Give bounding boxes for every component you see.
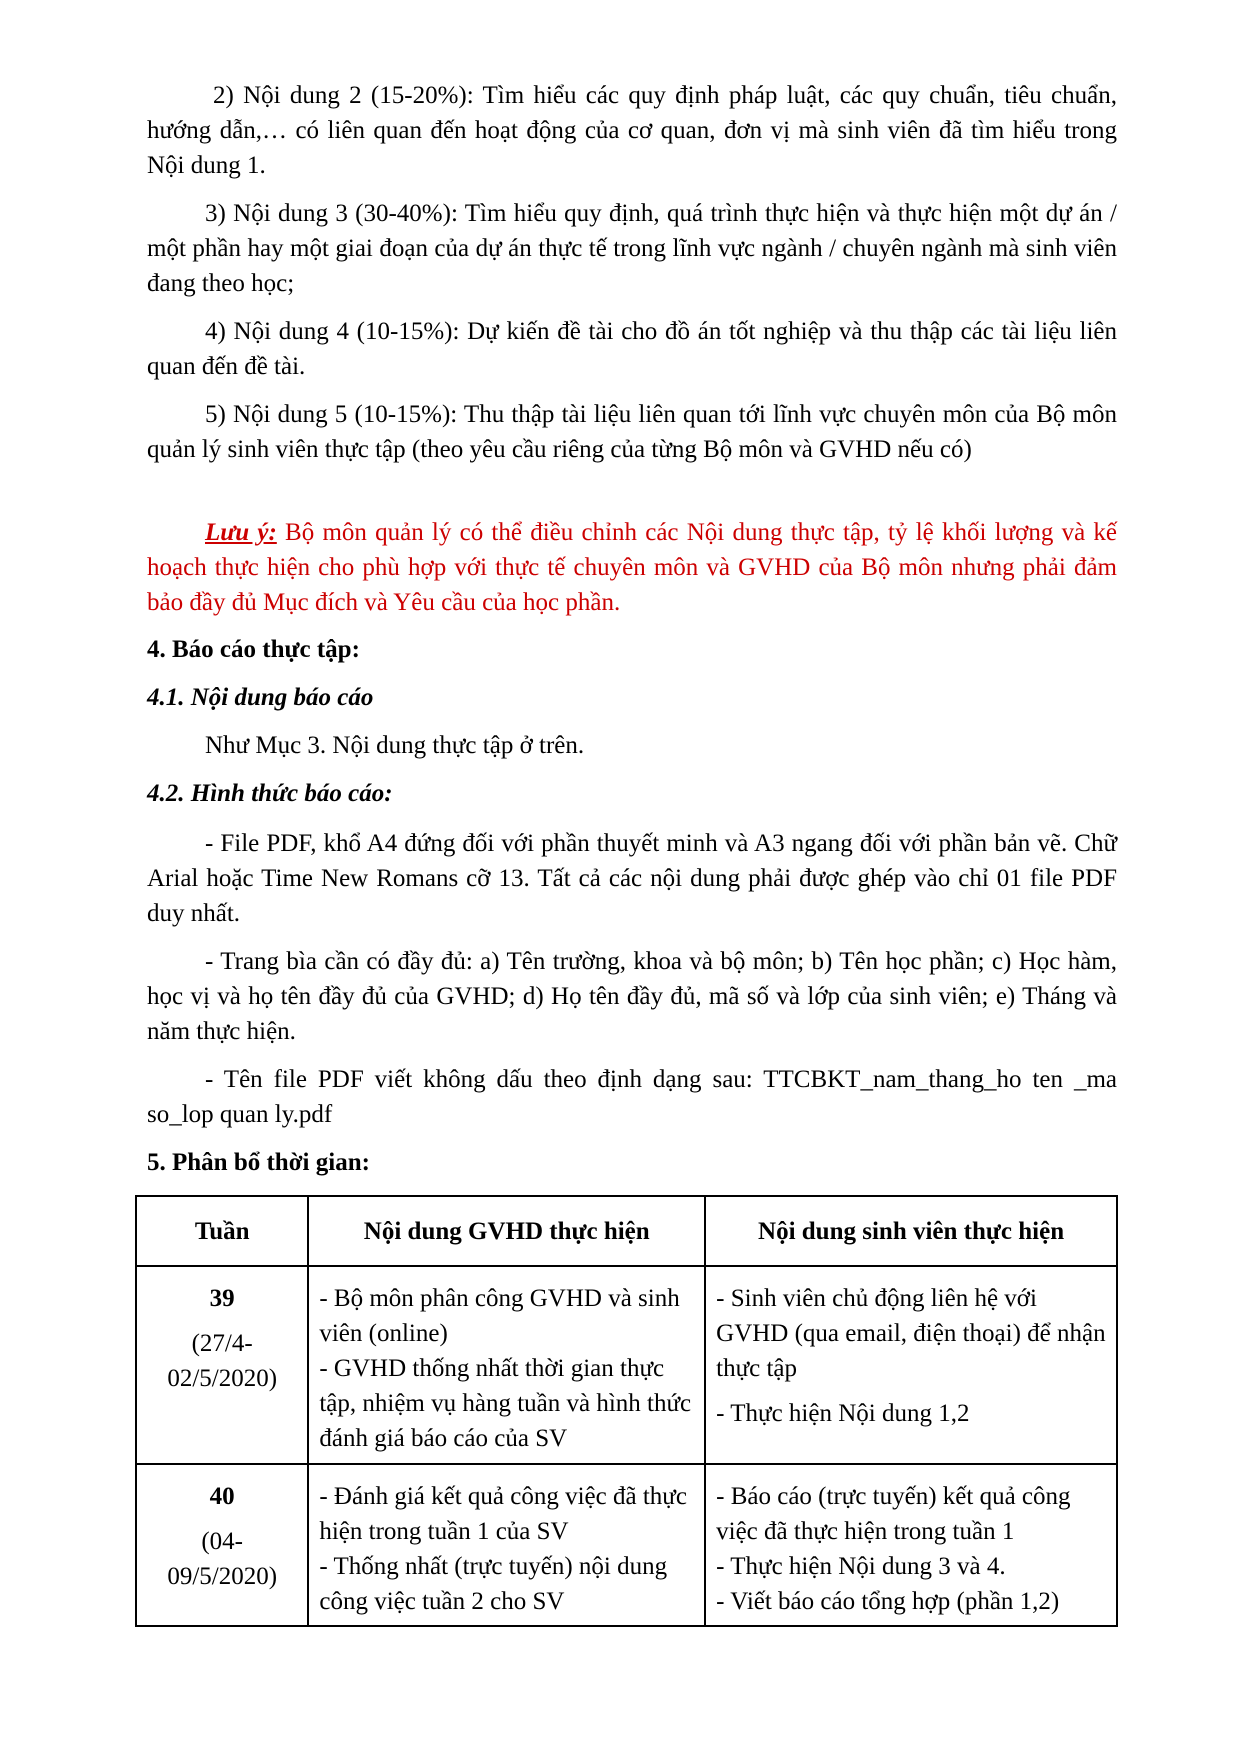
paragraph-content-5: 5) Nội dung 5 (10-15%): Thu thập tài liệu liên quan tới lĩnh vực chuyên môn của Bộ môn quản lý sinh viên thực tập (theo yêu cầu riêng của từng Bộ môn và GVHD nếu có) — [147, 401, 1117, 463]
section-4-1-text: Như Mục 3. Nội dung thực tập ở trên. — [205, 732, 585, 759]
gvhd-task: - GVHD thống nhất thời gian thực tập, nhiệm vụ hàng tuần và hình thức đánh giá báo cáo của SV — [319, 1355, 692, 1452]
week-number: 40 — [209, 1483, 235, 1510]
student-cell — [705, 1266, 1117, 1464]
week-number: 39 — [209, 1285, 235, 1312]
table-row — [136, 1464, 1117, 1626]
note-paragraph — [147, 515, 1117, 620]
schedule-table — [135, 1195, 1118, 1627]
gvhd-cell — [308, 1464, 705, 1626]
table-row — [136, 1266, 1117, 1464]
gvhd-task: - Thống nhất (trực tuyến) nội dung công việc tuần 2 cho SV — [319, 1553, 668, 1615]
student-task: - Báo cáo (trực tuyến) kết quả công việc đã thực hiện trong tuần 1 — [716, 1483, 1071, 1545]
paragraph-content-2: 2) Nội dung 2 (15-20%): Tìm hiểu các quy định pháp luật, các quy chuẩn, tiêu chuẩn, hướng dẫn,… có liên quan đến hoạt động của cơ quan, đơn vị mà sinh viên đã tìm hiểu trong Nội dung 1. — [147, 82, 1117, 179]
week-cell — [136, 1464, 308, 1626]
student-task: - Thực hiện Nội dung 1,2 — [716, 1400, 970, 1427]
section-4-2-heading: 4.2. Hình thức báo cáo: — [147, 780, 393, 807]
header-week: Tuần — [136, 1196, 308, 1266]
week-date-range: (27/4-02/5/2020) — [167, 1330, 278, 1392]
note-label: Lưu ý: — [205, 519, 277, 546]
header-student: Nội dung sinh viên thực hiện — [705, 1196, 1117, 1266]
student-task: - Thực hiện Nội dung 3 và 4. — [716, 1553, 1006, 1580]
section-5-heading: 5. Phân bổ thời gian: — [147, 1149, 370, 1176]
paragraph-content-3: 3) Nội dung 3 (30-40%): Tìm hiểu quy định, quá trình thực hiện và thực hiện một dự án / một phần hay một giai đoạn của dự án thực tế trong lĩnh vực ngành / chuyên ngành mà sinh viên đang theo học; — [147, 200, 1117, 297]
report-format-bullet-2: - Trang bìa cần có đầy đủ: a) Tên trường, khoa và bộ môn; b) Tên học phần; c) Học hàm, học vị và họ tên đầy đủ của GVHD; d) Họ tên đầy đủ, mã số và lớp của sinh viên; e) Tháng và năm thực hiện. — [147, 948, 1117, 1045]
section-4-heading: 4. Báo cáo thực tập: — [147, 636, 360, 663]
gvhd-task: - Bộ môn phân công GVHD và sinh viên (online) — [319, 1285, 680, 1347]
student-task: - Viết báo cáo tổng hợp (phần 1,2) — [716, 1588, 1060, 1615]
paragraph-content-4: 4) Nội dung 4 (10-15%): Dự kiến đề tài cho đồ án tốt nghiệp và thu thập các tài liệu liên quan đến đề tài. — [147, 318, 1117, 380]
week-date-range: (04-09/5/2020) — [167, 1528, 278, 1590]
header-gvhd: Nội dung GVHD thực hiện — [308, 1196, 705, 1266]
table-header-row — [136, 1196, 1117, 1266]
gvhd-cell — [308, 1266, 705, 1464]
report-format-bullet-1: - File PDF, khổ A4 đứng đối với phần thuyết minh và A3 ngang đối với phần bản vẽ. Chữ Arial hoặc Time New Romans cỡ 13. Tất cả các nội dung phải được ghép vào chỉ 01 file PDF duy nhất. — [147, 830, 1117, 927]
section-4-1-heading: 4.1. Nội dung báo cáo — [147, 684, 374, 711]
report-format-bullet-3: - Tên file PDF viết không dấu theo định dạng sau: TTCBKT_nam_thang_ho ten _ma so_lop quan ly.pdf — [147, 1066, 1117, 1128]
week-cell — [136, 1266, 308, 1464]
gvhd-task: - Đánh giá kết quả công việc đã thực hiện trong tuần 1 của SV — [319, 1483, 687, 1545]
note-text: Bộ môn quản lý có thể điều chỉnh các Nội dung thực tập, tỷ lệ khối lượng và kế hoạch thực hiện cho phù hợp với thực tế chuyên môn và GVHD của Bộ môn nhưng phải đảm bảo đầy đủ Mục đích và Yêu cầu của học phần. — [147, 519, 1118, 616]
student-task: - Sinh viên chủ động liên hệ với GVHD (qua email, điện thoại) để nhận thực tập — [716, 1285, 1106, 1382]
student-cell — [705, 1464, 1117, 1626]
